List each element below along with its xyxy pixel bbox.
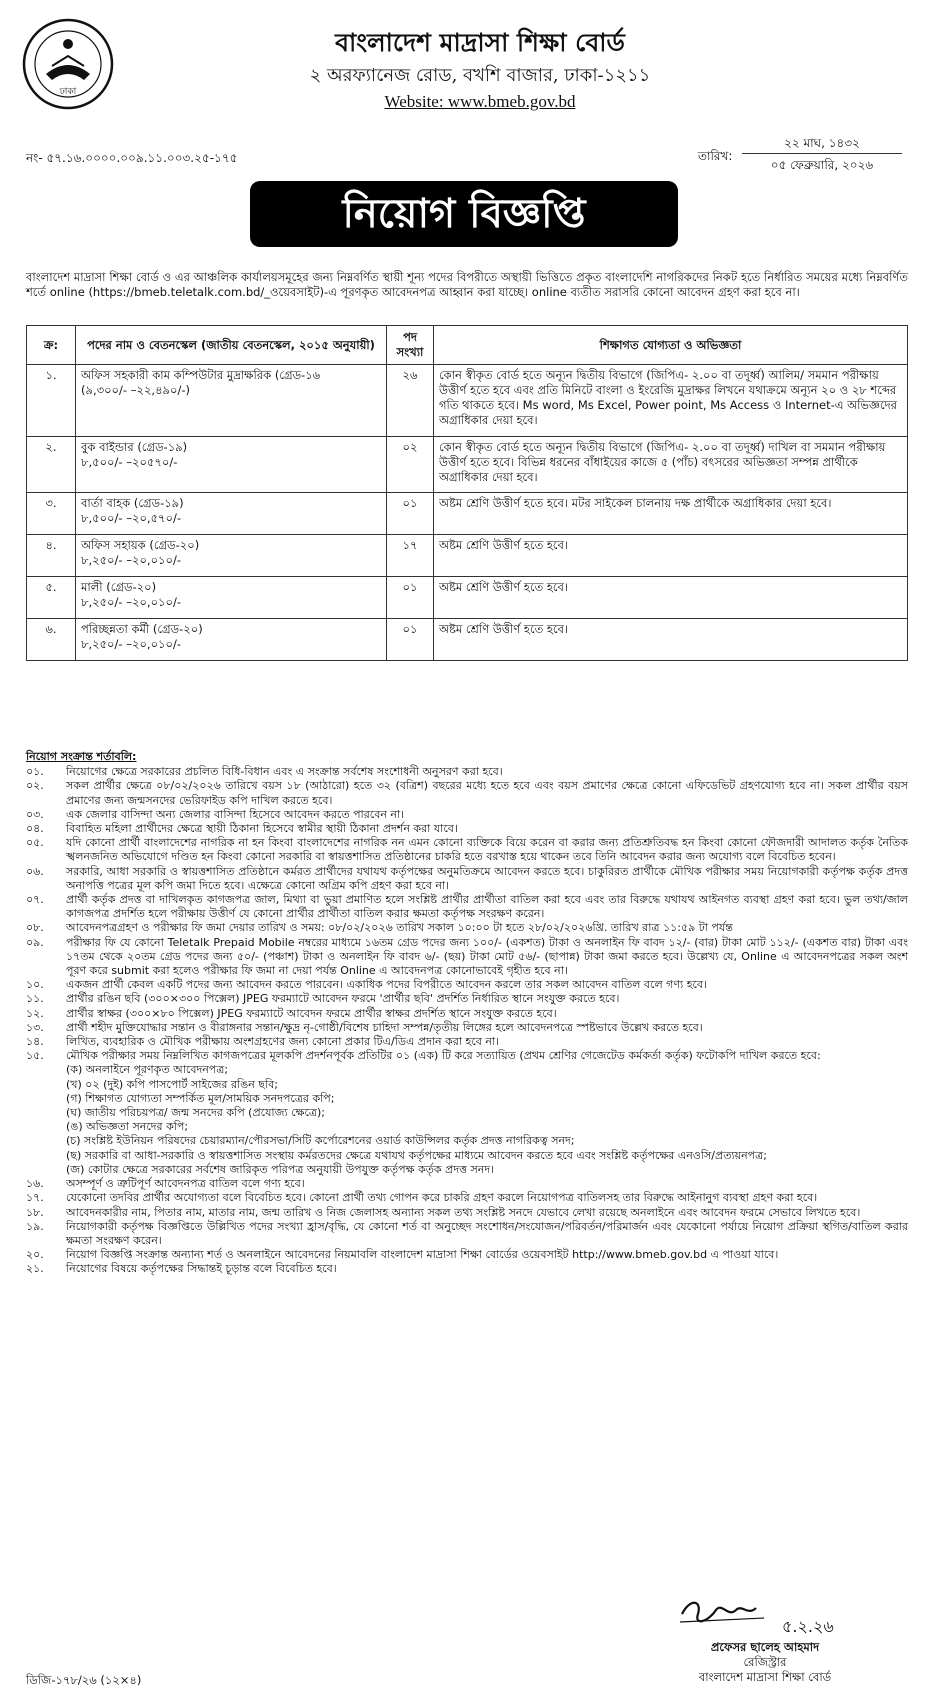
signatory-name: প্রফেসর ছালেহ আহমাদ xyxy=(710,1640,820,1654)
term-item xyxy=(26,1220,908,1248)
row-sl: ১. xyxy=(27,365,76,437)
footer-reference: ডিজি-১৭৮/২৬ (১২×৪) xyxy=(26,1673,142,1687)
org-address: ২ অরফ্যানেজ রোড, বখশি বাজার, ঢাকা-১২১১ xyxy=(309,65,651,86)
table-row xyxy=(27,577,908,619)
term-text: প্রার্থীর স্বাক্ষর (৩০০×৮০ পিক্সেল) JPEG ফরম্যাটে আবেদন ফরমে প্রার্থীর স্বাক্ষর প্রদর্শিত স্থানে সংযুক্ত করতে হবে। xyxy=(66,1006,557,1020)
term-item xyxy=(26,893,908,921)
term-item xyxy=(26,865,908,893)
row-count: ০১ xyxy=(387,493,434,535)
row-qualification: অষ্টম শ্রেণি উত্তীর্ণ হতে হবে। মটর সাইকেল চালনায় দক্ষ প্রার্থীকে অগ্রাধিকার দেয়া হবে। xyxy=(434,493,908,535)
term-text: নিয়োগের ক্ষেত্রে সরকারের প্রচলিত বিধি-বিধান এবং এ সংক্রান্ত সর্বশেষ সংশোধনী অনুসরণ করা হবে। xyxy=(66,765,503,779)
term-text: নিয়োগকারী কর্তৃপক্ষ বিজ্ঞপ্তিতে উল্লিখিত পদের সংখ্যা হ্রাস/বৃদ্ধি, যে কোনো শর্ত বা অনুচ্ছেদ সংশোধন/সংযোজন/পরিবর্তন/পরিমার্জন এবং যেকোনো পর্যায়ে নিয়োগ প্রক্রিয়া স্থগিত/বাতিল করার ক্ষমতা সংরক্ষণ করেন। xyxy=(66,1219,908,1247)
term-item xyxy=(26,1206,908,1220)
term-number: ০১. xyxy=(26,765,44,779)
row-qualification: অষ্টম শ্রেণি উত্তীর্ণ হতে হবে। xyxy=(434,577,908,619)
post-scale: ৮,৫০০/- –২০,৫৭০/- xyxy=(81,511,182,525)
board-logo xyxy=(22,18,114,110)
term-number: ১৪. xyxy=(26,1035,44,1049)
term-item xyxy=(26,1177,908,1191)
row-count: ০১ xyxy=(387,577,434,619)
date-gregorian: ০৫ ফেব্রুয়ারি, ২০২৬ xyxy=(770,158,874,172)
term-number: ১৭. xyxy=(26,1191,44,1205)
post-name: পরিচ্ছন্নতা কর্মী (গ্রেড-২০) xyxy=(81,622,203,636)
post-scale: (৯,৩০০/- –২২,৪৯০/-) xyxy=(81,383,190,397)
term-number: ০৯. xyxy=(26,935,44,949)
term-text: প্রার্থী কর্তৃক প্রদত্ত বা দাখিলকৃত কাগজপত্র জাল, মিথ্যা বা ভুয়া প্রমাণিত হলে সংশ্লিষ্ট প্রার্থীর প্রার্থীতা বাতিল করা হবে এবং তার বিরুদ্ধে যথাযথ আইনগত ব্যবস্থা গ্রহণ করা হবে। ভুল তথ্য/জাল কাগজপত্র প্রদর্শিত হলে পরীক্ষায় উত্তীর্ণ যে কোনো প্রার্থীর প্রার্থীতা বাতিল করার ক্ষমতা কর্তৃপক্ষ সংরক্ষণ করেন। xyxy=(66,893,908,921)
table-row xyxy=(27,437,908,493)
term-number: ০৭. xyxy=(26,893,44,907)
term-number: ০৮. xyxy=(26,921,44,935)
signatory-designation: রেজিস্ট্রার xyxy=(743,1655,787,1669)
row-post xyxy=(76,365,387,437)
post-name: বার্তা বাহক (গ্রেড-১৯) xyxy=(81,496,184,510)
term-number: ০৫. xyxy=(26,836,44,850)
term-number: ১৫. xyxy=(26,1049,44,1063)
term-item xyxy=(26,936,908,979)
term-text: সকল প্রার্থীর ক্ষেত্রে ০৮/০২/২০২৬ তারিখে বয়স ১৮ (আঠারো) হতে ৩২ (বত্রিশ) বছরের মধ্যে হতে হবে এবং বয়স প্রমাণের ক্ষেত্রে কোনো এফিডেভিট গ্রহণযোগ্য হবে না। সকল প্রার্থীর বয়স প্রমাণের জন্য জন্মসনদের ভেরিফাইড কপি দাখিল করতে হবে। xyxy=(66,779,908,807)
row-post xyxy=(76,437,387,493)
term-text: প্রার্থী শহীদ মুক্তিযোদ্ধার সন্তান ও বীরাঙ্গনার সন্তান/ক্ষুদ্র নৃ-গোষ্ঠী/বিশেষ চাহিদা সম্পন্ন/তৃতীয় লিঙ্গের হলে আবেদনপত্রে স্পষ্টভাবে উল্লেখ করতে হবে। xyxy=(66,1020,703,1034)
handwritten-signature xyxy=(672,1592,882,1636)
document-list-item: (চ) সংশ্লিষ্ট ইউনিয়ন পরিষদের চেয়ারম্যান/পৌরসভা/সিটি কর্পোরেশনের ওয়ার্ড কাউন্সিলর কর্তৃক প্রদত্ত নাগরিকত্ব সনদ; xyxy=(66,1134,575,1148)
org-name: বাংলাদেশ মাদ্রাসা শিক্ষা বোর্ড xyxy=(335,28,625,57)
row-sl: ৫. xyxy=(27,577,76,619)
term-item xyxy=(26,1007,908,1021)
document-list-item: (গ) শিক্ষাগত যোগ্যতা সম্পর্কিত মূল/সাময়িক সনদপত্রের কপি; xyxy=(66,1091,335,1105)
term-item xyxy=(26,779,908,807)
row-sl: ৬. xyxy=(27,619,76,661)
row-post xyxy=(76,619,387,661)
term-text: বিবাহিত মহিলা প্রার্থীদের ক্ষেত্রে স্থায়ী ঠিকানা হিসেবে স্বামীর স্থায়ী ঠিকানা প্রদর্শন করা যাবে। xyxy=(66,822,458,836)
post-scale: ৮,২৫০/- –২০,০১০/- xyxy=(81,637,182,651)
term-text: নিয়োগের বিষয়ে কর্তৃপক্ষের সিদ্ধান্তই চূড়ান্ত বলে বিবেচিত হবে। xyxy=(66,1262,337,1276)
org-website[interactable]: Website: www.bmeb.gov.bd xyxy=(384,92,576,111)
term-item xyxy=(26,808,908,822)
term-number: ২০. xyxy=(26,1248,44,1262)
row-post xyxy=(76,577,387,619)
date-divider xyxy=(742,153,902,154)
signature-date: ৫.২.২৬ xyxy=(782,1617,834,1636)
term-text: অসম্পূর্ণ ও ত্রুটিপূর্ণ আবেদনপত্র বাতিল বলে গণ্য হবে। xyxy=(66,1177,305,1191)
posts-table xyxy=(26,325,908,661)
post-name: অফিস সহায়ক (গ্রেড-২০) xyxy=(81,538,200,552)
term-text: প্রার্থীর রঙিন ছবি (৩০০×৩০০ পিক্সেল) JPEG ফরম্যাটে আবেদন ফরমে 'প্রার্থীর ছবি' প্রদর্শিত নির্ধারিত স্থানে সংযুক্ত করতে হবে। xyxy=(66,992,620,1006)
term-item xyxy=(26,1191,908,1205)
post-scale: ৮,২৫০/- –২০,০১০/- xyxy=(81,595,182,609)
term-number: ১২. xyxy=(26,1006,44,1020)
row-sl: ৩. xyxy=(27,493,76,535)
post-name: মালী (গ্রেড-২০) xyxy=(81,580,157,594)
term-number: ১১. xyxy=(26,992,44,1006)
document-list-item: (ক) অনলাইনে পূরণকৃত আবেদনপত্র; xyxy=(66,1063,229,1077)
term-text: আবেদনপত্রগ্রহণ ও পরীক্ষার ফি জমা দেয়ার তারিখ ও সময়: ০৮/০২/২০২৬ তারিখ সকাল ১০:০০ টা হতে ২৮/০২/২০২৬খ্রি. তারিখ রাত্র ১১:৫৯ টা পর্যন্ত xyxy=(66,921,733,935)
term-item xyxy=(26,921,908,935)
table-row xyxy=(27,619,908,661)
term-item xyxy=(26,1262,908,1276)
table-row xyxy=(27,365,908,437)
post-scale: ৮,৫০০/- –২০৫৭০/- xyxy=(81,455,178,469)
term-item xyxy=(26,1049,908,1063)
term-item xyxy=(26,765,908,779)
table-row xyxy=(27,535,908,577)
header-sl: ক্র: xyxy=(27,326,76,365)
header-count: পদ সংখ্যা xyxy=(387,326,434,365)
row-qualification: কোন স্বীকৃত বোর্ড হতে অন্যূন দ্বিতীয় বিভাগে (জিপিএ- ২.০০ বা তদূর্ধ্ব) দাখিল বা সমমান পরীক্ষায় উত্তীর্ণ হতে হবে। বিভিন্ন ধরনের বাঁধাইয়ের কাজে ৫ (পাঁচ) বৎসরের অভিজ্ঞতা সম্পন্ন প্রার্থীকে অগ্রাধিকার দেয়া হবে। xyxy=(434,437,908,493)
term-number: ০২. xyxy=(26,779,44,793)
intro-paragraph: বাংলাদেশ মাদ্রাসা শিক্ষা বোর্ড ও এর আঞ্চলিক কার্যালয়সমূহের জন্য নিম্নবর্ণিত স্থায়ী শূন্য পদের বিপরীতে অস্থায়ী ভিত্তিতে প্রকৃত বাংলাদেশি নাগরিকদের নিকট হতে নির্ধারিত সময়ের মধ্যে নিম্নবর্ণিত শর্তে online (https://bmeb.teletalk.com.bd/_ওয়েবসাইট)-এ পূরণকৃত আবেদনপত্র আহ্বান করা যাচ্ছে। online ব্যতীত সরাসরি কোনো আবেদন গ্রহণ করা হবে না। xyxy=(26,270,908,299)
memo-number: নং- ৫৭.১৬.০০০০.০০৯.১১.০০৩.২৫-১৭৫ xyxy=(26,151,238,165)
term-text: আবেদনকারীর নাম, পিতার নাম, মাতার নাম, জন্ম তারিখ ও নিজ জেলাসহ অন্যান্য সকল তথ্য সংশ্লিষ্ট সনদে যেভাবে লেখা রয়েছে অনলাইনে এবং আবেদন ফরমে সেভাবে লিখতে হবে। xyxy=(66,1205,861,1219)
row-qualification: অষ্টম শ্রেণি উত্তীর্ণ হতে হবে। xyxy=(434,619,908,661)
date-bangla: ২২ মাঘ, ১৪৩২ xyxy=(784,136,860,150)
term-number: ২১. xyxy=(26,1262,44,1276)
post-name: অফিস সহকারী কাম কম্পিউটার মুদ্রাক্ষরিক (গ্রেড-১৬ xyxy=(81,368,321,382)
term-number: ১৮. xyxy=(26,1205,44,1219)
term-item xyxy=(26,992,908,1006)
term-item xyxy=(26,836,908,864)
row-count: ২৬ xyxy=(387,365,434,437)
term-number: ০৬. xyxy=(26,864,44,878)
signatory-org: বাংলাদেশ মাদ্রাসা শিক্ষা বোর্ড xyxy=(698,1670,832,1684)
logo-text: ঢাকা xyxy=(59,87,77,97)
row-qualification: কোন স্বীকৃত বোর্ড হতে অন্যূন দ্বিতীয় বিভাগে (জিপিএ- ২.০০ বা তদূর্ধ্ব) আলিম/ সমমান পরীক্ষায় উত্তীর্ণ হতে হবে এবং প্রতি মিনিটে বাংলা ও ইংরেজি মুদ্রাক্ষর লিখনে যথাক্রমে অন্যূন ২০ ও ২৮ শব্দের গতি থাকতে হবে। Ms word, Ms Excel, Power point, Ms Access ও Internet-এ অভিজ্ঞদের অগ্রাধিকার দেয়া হবে। xyxy=(434,365,908,437)
term-number: ০৪. xyxy=(26,822,44,836)
row-sl: ৪. xyxy=(27,535,76,577)
term-text: পরীক্ষার ফি যে কোনো Teletalk Prepaid Mobile নম্বরের মাধ্যমে ১৬তম গ্রেড পদের জন্য ১০০/- (একশত) টাকা ও অনলাইন ফি বাবদ ১২/- (বার) টাকা মোট ১১২/- (একশত বার) টাকা এবং ১৭তম থেকে ২০তম গ্রেড পদের জন্য ৫০/- (পঞ্চাশ) টাকা ও অনলাইন ফি বাবদ ৬/- (ছয়) টাকা মোট ৫৬/- (ছাপান্ন) টাকা জমা করতে হবে। উল্লেখ্য যে, Online এ আবেদনপত্রের সকল অংশ পূরণ করে submit করা হলেও পরীক্ষার ফি জমা না দেয়া পর্যন্ত Online এ আবেদনপত্র কোনোভাবেই গৃহীত হবে না। xyxy=(66,935,908,978)
document-list-item: (খ) ০২ (দুই) কপি পাসপোর্ট সাইজের রঙিন ছবি; xyxy=(66,1077,278,1091)
document-list-item: (জ) কোটার ক্ষেত্রে সরকারের সর্বশেষ জারিকৃত পরিপত্র অনুযায়ী উপযুক্ত কর্তৃপক্ষ কর্তৃক প্রদত্ত সনদ। xyxy=(66,1162,495,1176)
term-text: যেকোনো তদবির প্রার্থীর অযোগ্যতা বলে বিবেচিত হবে। কোনো প্রার্থী তথ্য গোপন করে চাকরি গ্রহণ করলে নিয়োগপত্র বাতিলসহ তার বিরুদ্ধে আইনানুগ ব্যবস্থা গ্রহণ করা হবে। xyxy=(66,1191,818,1205)
term-item xyxy=(26,822,908,836)
notice-title: নিয়োগ বিজ্ঞপ্তি xyxy=(250,181,678,247)
document-list-item: (ঘ) জাতীয় পরিচয়পত্র/ জন্ম সনদের কপি (প্রযোজ্য ক্ষেত্রে); xyxy=(66,1106,326,1120)
term-item xyxy=(26,1248,908,1262)
row-count: ০২ xyxy=(387,437,434,493)
document-list-item: (ঙ) অভিজ্ঞতা সনদের কপি; xyxy=(66,1120,189,1134)
post-name: বুক বাইন্ডার (গ্রেড-১৯) xyxy=(81,440,188,454)
terms-section xyxy=(26,750,908,1277)
term-number: ১০. xyxy=(26,978,44,992)
term-number: ১৯. xyxy=(26,1219,44,1233)
header-post: পদের নাম ও বেতনস্কেল (জাতীয় বেতনস্কেল, ২০১৫ অনুযায়ী) xyxy=(76,326,387,365)
term-text: এক জেলার বাসিন্দা অন্য জেলার বাসিন্দা হিসেবে আবেদন করতে পারবেন না। xyxy=(66,807,405,821)
document-list-item: (ছ) সরকারি বা আধা-সরকারি ও স্বায়ত্তশাসিত সংস্থায় কর্মরতদের ক্ষেত্রে যথাযথ কর্তৃপক্ষের মাধ্যমে আবেদন করতে হবে এবং সংশ্লিষ্ট কর্তৃপক্ষের এনওসি/প্রত্যয়নপত্র; xyxy=(66,1148,767,1162)
post-scale: ৮,২৫০/- –২০,০১০/- xyxy=(81,553,182,567)
table-row xyxy=(27,493,908,535)
letterhead xyxy=(200,26,760,114)
row-qualification: অষ্টম শ্রেণি উত্তীর্ণ হতে হবে। xyxy=(434,535,908,577)
term-item xyxy=(26,978,908,992)
terms-title: নিয়োগ সংক্রান্ত শর্তাবলি: xyxy=(26,750,137,763)
term-text: একজন প্রার্থী কেবল একটি পদের জন্য আবেদন করতে পারবেন। একাধিক পদের বিপরীতে আবেদন করলে তার সকল আবেদন বাতিল বলে গণ্য হবে। xyxy=(66,978,707,992)
signatory-block xyxy=(640,1640,890,1685)
posts-table-header xyxy=(27,326,908,365)
row-count: ১৭ xyxy=(387,535,434,577)
term-number: ০৩. xyxy=(26,807,44,821)
date-label: তারিখ: xyxy=(698,149,733,163)
term-number: ১৬. xyxy=(26,1177,44,1191)
term-text: সরকারি, আধা সরকারি ও স্বায়ত্তশাসিত প্রতিষ্ঠানে কর্মরত প্রার্থীদের যথাযথ কর্তৃপক্ষের অনুমতিক্রমে আবেদন করতে হবে। চাকুরিরত প্রার্থীকে মৌখিক পরীক্ষার সময় নিয়োগকারী কর্তৃপক্ষ কর্তৃক প্রদত্ত অনাপত্তি পত্রের মূল কপি জমা দিতে হবে। এক্ষেত্রে কোনো অগ্রিম কপি গ্রহণ করা হবে না। xyxy=(66,864,908,892)
row-sl: ২. xyxy=(27,437,76,493)
term-item xyxy=(26,1035,908,1049)
term-text: লিখিত, ব্যবহারিক ও মৌখিক পরীক্ষায় অংশগ্রহণের জন্য কোনো প্রকার টিএ/ডিএ প্রদান করা হবে না। xyxy=(66,1035,500,1049)
row-post xyxy=(76,493,387,535)
term-text: যদি কোনো প্রার্থী বাংলাদেশের নাগরিক না হন কিংবা বাংলাদেশের নাগরিক নন এমন কোনো ব্যক্তিকে বিয়ে করেন বা করার জন্য প্রতিশ্রুতিবদ্ধ হন কিংবা কোনো ফৌজদারী আদালত কর্তৃক নৈতিক স্খলনজনিত অভিযোগে দণ্ডিত হন কিংবা কোনো সরকারি বা স্বায়ত্তশাসিত প্রতিষ্ঠানের চাকরি হতে বরখাস্ত হয়ে থাকেন তবে তিনি আবেদন করার জন্য অযোগ্য বলে বিবেচিত হবেন। xyxy=(66,836,908,864)
term-text: মৌখিক পরীক্ষার সময় নিম্নলিখিত কাগজপত্রের মূলকপি প্রদর্শনপূর্বক প্রতিটির ০১ (এক) টি করে সত্যায়িত (প্রথম শ্রেণির গেজেটেড কর্মকর্তা কর্তৃক) ফটোকপি দাখিল করতে হবে: xyxy=(66,1049,821,1063)
row-post xyxy=(76,535,387,577)
term-text: নিয়োগ বিজ্ঞপ্তি সংক্রান্ত অন্যান্য শর্ত ও অনলাইনে আবেদনের নিয়মাবলি বাংলাদেশ মাদ্রাসা শিক্ষা বোর্ডের ওয়েবসাইট http://www.bmeb.gov.bd এ পাওয়া যাবে। xyxy=(66,1248,779,1262)
term-number: ১৩. xyxy=(26,1020,44,1034)
term-item xyxy=(26,1021,908,1035)
row-count: ০১ xyxy=(387,619,434,661)
header-qualification: শিক্ষাগত যোগ্যতা ও অভিজ্ঞতা xyxy=(434,326,908,365)
